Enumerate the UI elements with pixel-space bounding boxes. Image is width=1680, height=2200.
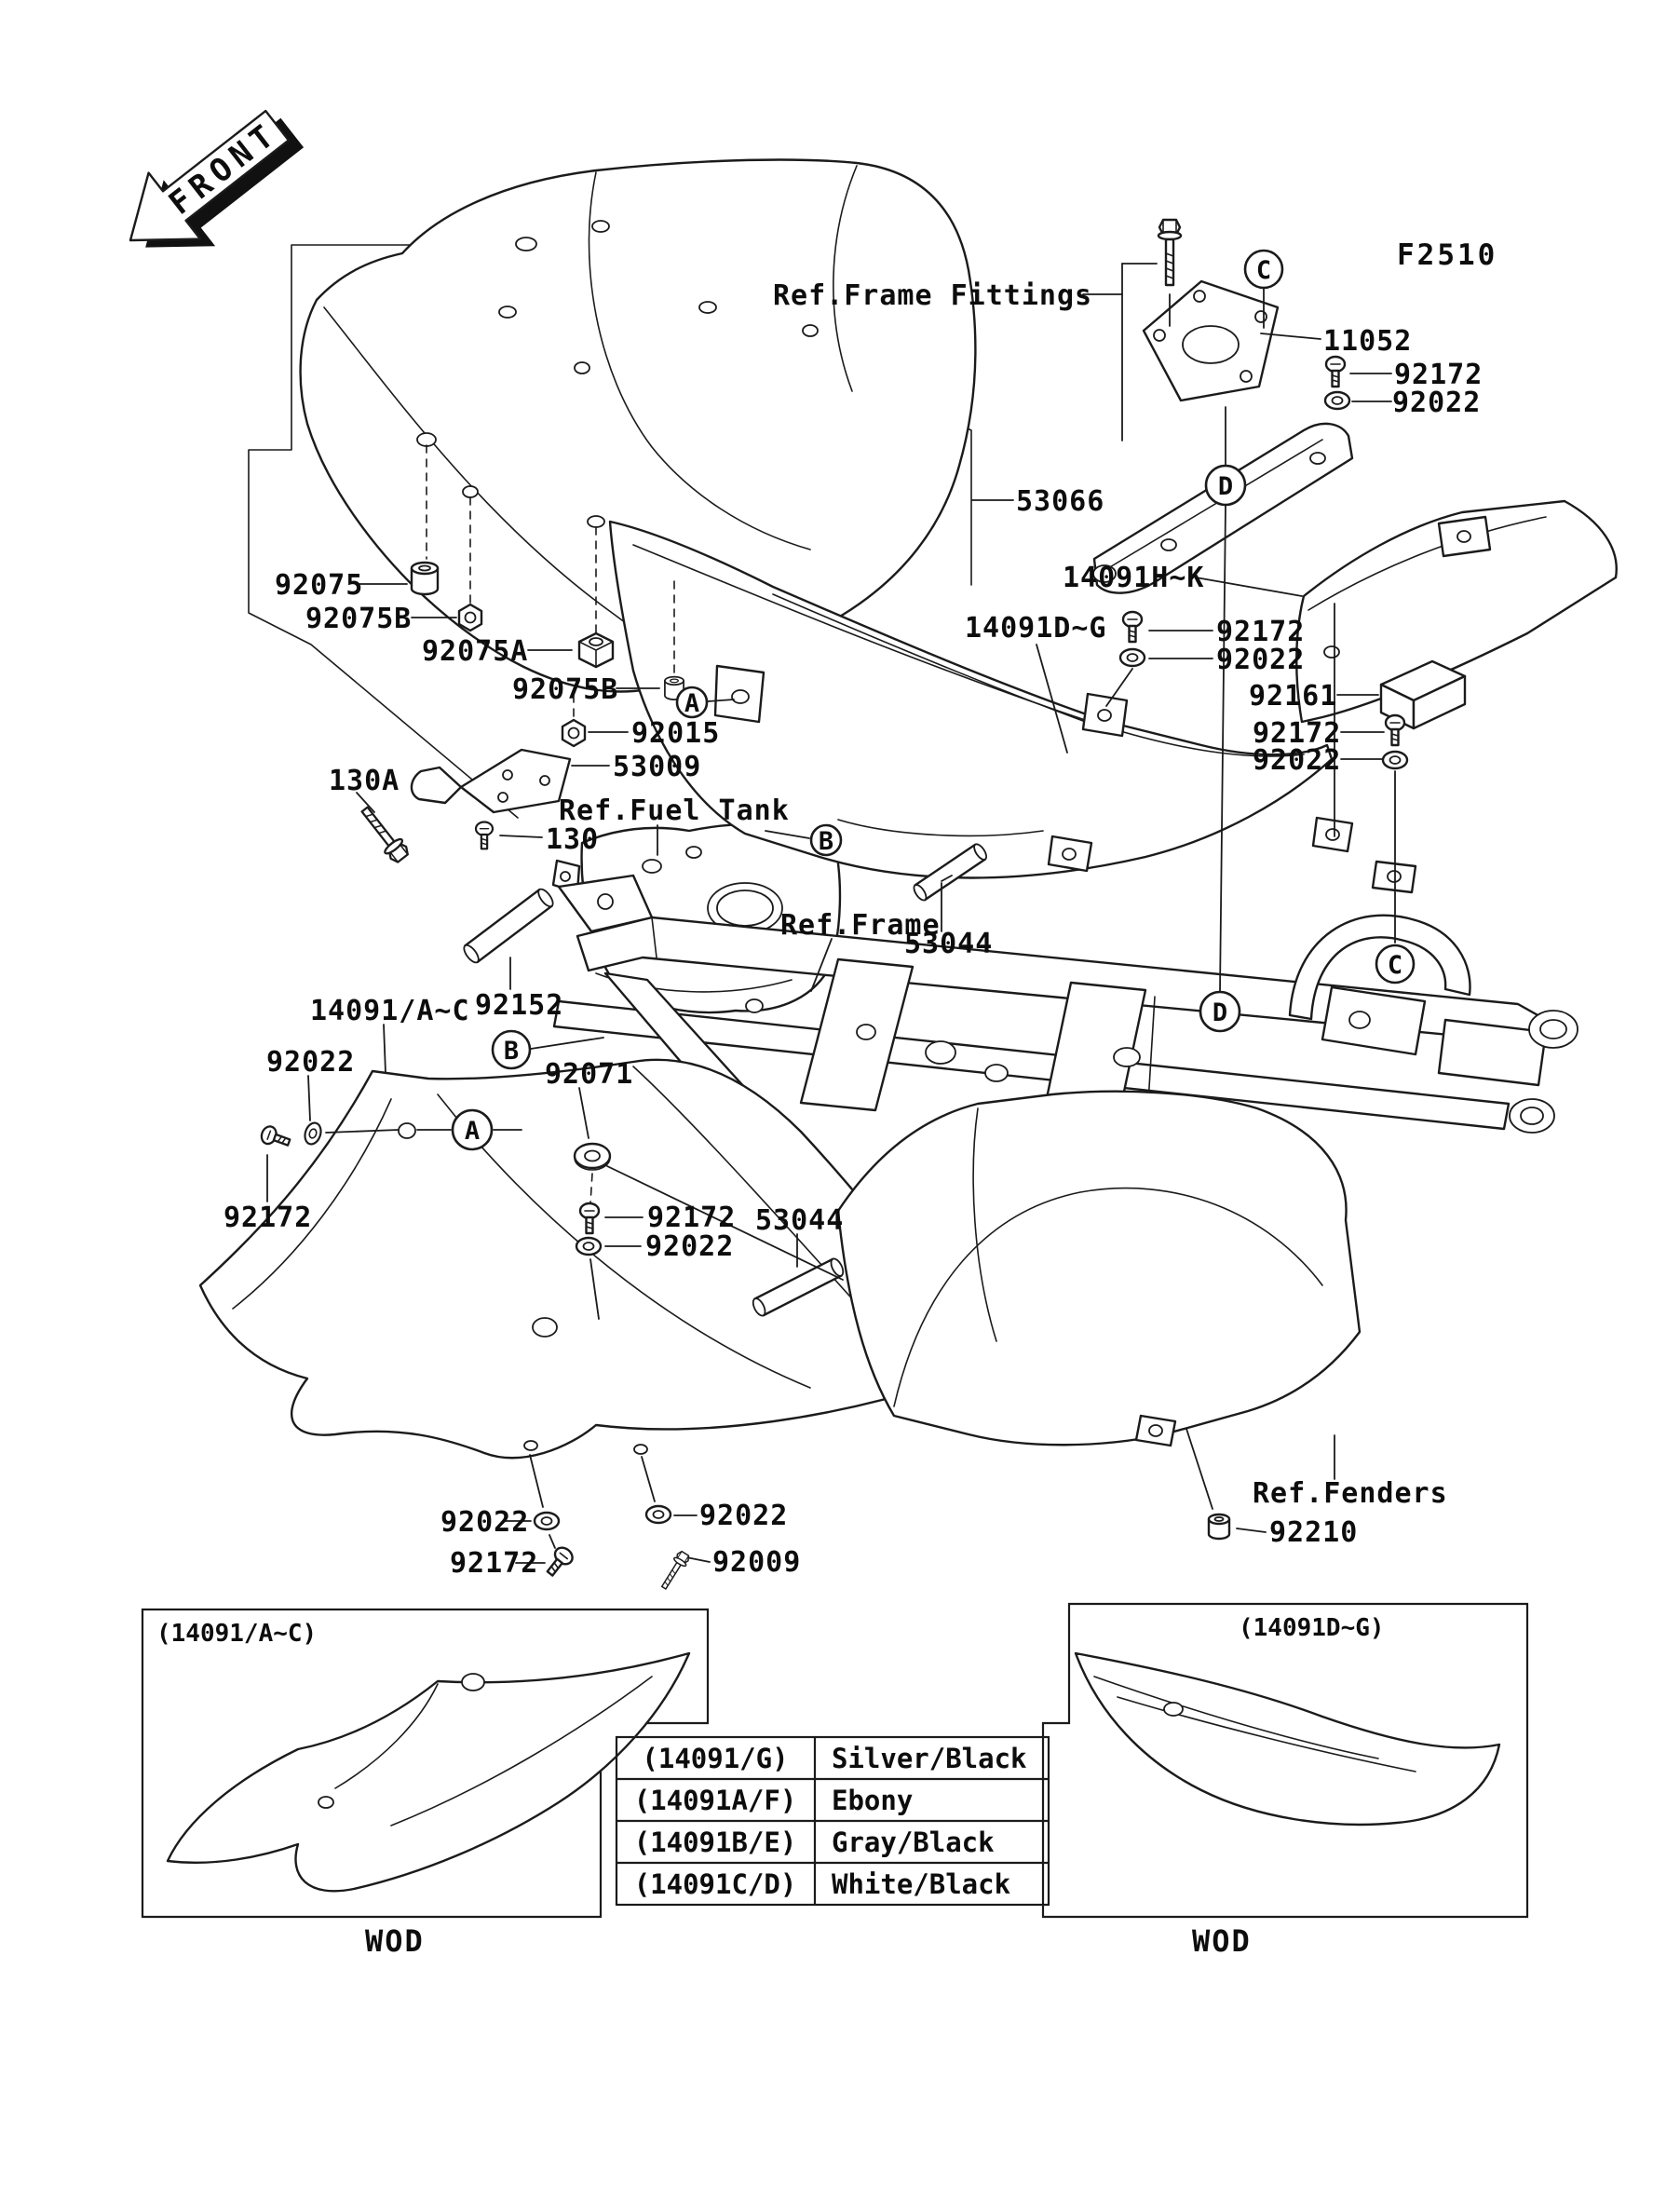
- leader-line: [530, 1455, 543, 1507]
- marker-letter: A: [464, 1117, 481, 1146]
- callout-ref-fuel-tank: Ref.Fuel Tank: [559, 794, 790, 827]
- front-label: FRONT: [162, 114, 286, 223]
- leader-line: [549, 1535, 555, 1548]
- inset-right-box: [1043, 1604, 1527, 1959]
- bracket-53009-art: [412, 750, 570, 812]
- marker-letter: B: [503, 1037, 520, 1066]
- leader-line: [500, 835, 542, 837]
- callout-part-92172-a: 92172: [1394, 359, 1484, 391]
- washer-icon: [1325, 392, 1349, 409]
- detail-marker-c-circle: [1376, 945, 1414, 983]
- front-direction-arrow: [104, 88, 318, 285]
- inset-left-title: (14091/A~C): [156, 1620, 318, 1648]
- screw-pan-icon: [1123, 612, 1142, 642]
- detail-marker-c-circle: [1245, 251, 1282, 288]
- callout-part-92022-a: 92022: [1392, 387, 1482, 419]
- bushing-icon: [412, 563, 438, 594]
- detail-marker-a-circle: [677, 687, 707, 718]
- leader-line: [1237, 1528, 1266, 1532]
- table-cell-code-0: (14091/G): [642, 1743, 789, 1774]
- callout-part-53044-b: 53044: [755, 1204, 845, 1237]
- washer-icon: [535, 1513, 559, 1529]
- leader-line: [308, 1076, 310, 1120]
- pipe-92152-art: [461, 887, 555, 965]
- callout-part-130a: 130A: [329, 765, 400, 797]
- leader-line: [686, 1557, 710, 1562]
- callout-part-92022-d: 92022: [266, 1046, 356, 1079]
- inset-left-caption: WOD: [365, 1923, 425, 1959]
- table-cell-color-1: Ebony: [832, 1785, 914, 1816]
- nut-icon: [459, 604, 481, 631]
- marker-letter: A: [684, 689, 700, 718]
- detail-marker-b-circle: [811, 825, 841, 856]
- washer-icon: [576, 1238, 601, 1255]
- callout-part-92210: 92210: [1269, 1516, 1359, 1549]
- callout-part-53009: 53009: [613, 751, 702, 783]
- detail-marker-a-circle: [453, 1110, 492, 1149]
- rear-fender-art: [838, 1092, 1360, 1446]
- screw-pan-icon: [1326, 357, 1345, 387]
- washer-icon: [1120, 649, 1145, 666]
- callout-part-53044-a: 53044: [904, 928, 994, 960]
- washer-icon: [1383, 752, 1407, 768]
- screw-pan-icon: [1386, 715, 1404, 745]
- callout-part-53066: 53066: [1016, 485, 1105, 518]
- detail-marker-b-circle: [493, 1031, 530, 1068]
- callout-part-14091ac: 14091/A~C: [310, 995, 470, 1027]
- washer-icon: [303, 1120, 324, 1146]
- callout-part-92075a: 92075A: [422, 635, 529, 668]
- callout-part-92022-b: 92022: [1216, 644, 1306, 676]
- leader-line: [642, 1457, 655, 1501]
- callout-ref-fenders: Ref.Fenders: [1253, 1477, 1448, 1510]
- table-cell-color-3: White/Black: [832, 1868, 1011, 1900]
- callout-part-92022-g: 92022: [699, 1500, 789, 1532]
- callout-part-92075b-1: 92075B: [305, 603, 413, 635]
- damper-icon: [1209, 1514, 1229, 1539]
- bolt-hex-icon: [1158, 220, 1181, 285]
- callout-part-14091hk: 14091H~K: [1063, 562, 1205, 594]
- callout-part-92022-c: 92022: [1253, 744, 1342, 777]
- callout-part-92152: 92152: [475, 989, 564, 1022]
- inset-left-box: [142, 1609, 708, 1959]
- diagram-code: F2510: [1397, 238, 1498, 272]
- table-cell-color-2: Gray/Black: [832, 1827, 995, 1858]
- table-cell-color-0: Silver/Black: [832, 1743, 1027, 1774]
- marker-letter: C: [1387, 951, 1403, 980]
- bushing-sq-icon: [579, 633, 613, 667]
- bolt-hex-icon: [357, 803, 412, 864]
- inset-right-caption: WOD: [1192, 1923, 1252, 1959]
- callout-part-92022-e: 92022: [645, 1230, 735, 1263]
- bracket-11052-art: [1144, 281, 1278, 401]
- screw-pan-icon: [476, 822, 493, 849]
- bolt-hex-icon: [657, 1550, 691, 1592]
- callout-part-92172-f: 92172: [450, 1547, 539, 1580]
- nut-icon: [562, 720, 585, 746]
- callout-part-92015: 92015: [631, 717, 721, 750]
- callout-part-92075: 92075: [275, 569, 364, 602]
- callout-part-11052: 11052: [1323, 325, 1413, 358]
- grommet-icon: [575, 1144, 610, 1170]
- callout-part-92075b-2: 92075B: [512, 673, 619, 706]
- callout-part-92172-c: 92172: [1253, 717, 1342, 750]
- leader-line: [1196, 577, 1302, 596]
- screw-pan-icon: [259, 1124, 291, 1150]
- marker-letter: D: [1217, 472, 1234, 501]
- screw-pan-icon: [543, 1544, 576, 1580]
- marker-letter: C: [1255, 256, 1272, 285]
- table-cell-code-2: (14091B/E): [633, 1827, 797, 1858]
- callout-part-14091dg: 14091D~G: [965, 612, 1107, 645]
- callout-part-92071: 92071: [545, 1058, 634, 1091]
- inset-right-cover-art: [1076, 1653, 1499, 1825]
- leader-line: [384, 1025, 386, 1073]
- callout-part-92009: 92009: [712, 1546, 802, 1579]
- callout-part-92022-f: 92022: [440, 1506, 530, 1539]
- callout-part-92161: 92161: [1249, 680, 1338, 713]
- callout-part-92172-b: 92172: [1216, 616, 1306, 648]
- detail-marker-d-circle: [1200, 992, 1240, 1031]
- callout-part-92172-e: 92172: [647, 1202, 737, 1234]
- washer-icon: [646, 1506, 671, 1523]
- color-table: [616, 1737, 1049, 1905]
- callout-ref-frame: Ref.Frame: [780, 909, 941, 942]
- leader-line: [1186, 1429, 1213, 1509]
- marker-letter: B: [818, 827, 834, 856]
- leader-line: [531, 1038, 603, 1049]
- inset-left-cover-art: [168, 1653, 689, 1891]
- inset-right-title: (14091D~G): [1239, 1614, 1385, 1642]
- callout-ref-frame-fittings: Ref.Frame Fittings: [773, 279, 1093, 312]
- marker-letter: D: [1212, 998, 1228, 1027]
- callout-part-130: 130: [546, 823, 600, 856]
- table-cell-code-1: (14091A/F): [633, 1785, 797, 1816]
- callout-part-92172-d: 92172: [224, 1202, 313, 1234]
- table-cell-code-3: (14091C/D): [633, 1868, 797, 1900]
- detail-marker-d-circle: [1206, 466, 1245, 505]
